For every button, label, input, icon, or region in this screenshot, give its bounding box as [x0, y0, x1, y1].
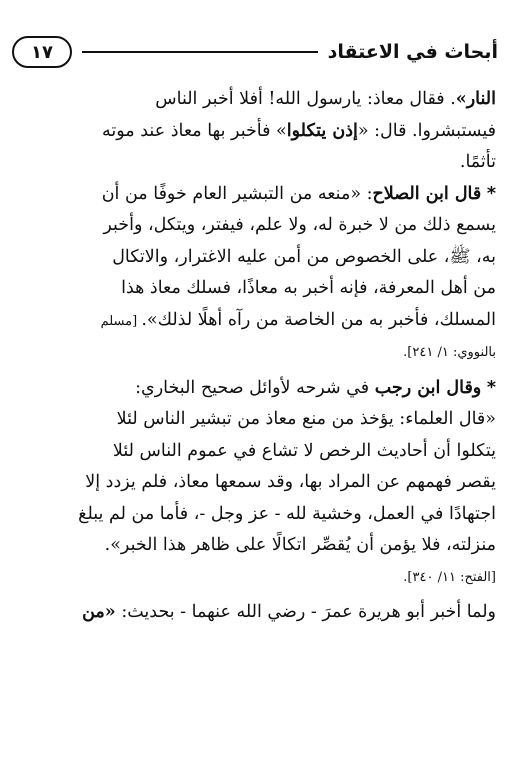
bold-quote: «من: [82, 602, 116, 622]
text-run: : «منعه من التبشير العام خوفًا من أن: [101, 183, 373, 204]
text-line: [18, 373, 496, 405]
text-line: اجتهادًا في العمل، وخشية لله - عز وجل -، فأما من لم يبلغ: [78, 503, 496, 524]
text-line: من أهل المعرفة، فإنه أخبر به معاذًا، فسلك معاذ هذا: [121, 278, 496, 298]
text-line: [18, 116, 496, 148]
bold-quote: إذن يتكلوا: [286, 120, 358, 141]
text-line: يقصر فهمهم عن المراد بها، وقد سمعها معاذ، فلم يزدد إلا: [85, 472, 496, 492]
page-body: [18, 84, 496, 629]
text-line: [18, 84, 496, 116]
header-rule: [82, 51, 318, 53]
text-run: . فقال معاذ: يارسول الله! أفلا أخبر الناس: [155, 89, 456, 109]
speaker-name: وقال ابن رجب: [374, 377, 482, 398]
page-header: [12, 30, 498, 74]
citation: [مسلم: [100, 313, 142, 329]
text-line: منزلته، فلا يؤمن أن يُقصِّر اتكالًا على ظاهر هذا الخبر».: [104, 535, 496, 555]
citation-line: بالنووي: ١/ ٢٤١].: [403, 345, 496, 360]
text-line: يتكلوا أن أحاديث الرخص لا تشاع في عموم الناس لئلا: [112, 440, 496, 461]
speaker-name: قال ابن الصلاح: [372, 183, 482, 204]
paragraph-abu-hurairah: [18, 597, 496, 629]
text-line: [18, 597, 496, 629]
text-run: في شرحه لأوائل صحيح البخاري:: [135, 377, 375, 398]
paragraph-hadith-end: [18, 84, 496, 179]
text-line: يسمع ذلك من لا خبرة له، ولا علم، فيفتر، ويتكل، وأخبر: [103, 215, 496, 235]
paragraph-ibn-salah: [18, 179, 496, 369]
bold-quote: النار»: [455, 89, 496, 109]
page-number: ١٧: [12, 36, 72, 68]
text-line: [18, 179, 496, 211]
text-line: به، ﷺ، على الخصوص من أمن عليه الاغترار، والاتكال: [112, 246, 496, 267]
text-line: [18, 305, 496, 338]
running-title: أبحاث في الاعتقاد: [327, 41, 498, 63]
text-run: المسلك، فأخبر به من الخاصة من رآه أهلًا لذلك».: [141, 309, 496, 330]
text-run: » فأخبر بها معاذ عند موته: [102, 120, 287, 141]
paragraph-ibn-rajab: [18, 373, 496, 594]
star-marker-icon: *: [486, 377, 496, 398]
text-run: فيستبشروا. قال: «: [357, 120, 496, 141]
citation-line: [الفتح: ١١/ ٣٤٠].: [403, 569, 496, 585]
text-line: «قال العلماء: يؤخذ من منع معاذ من تبشير الناس لئلا: [116, 409, 496, 429]
star-marker-icon: *: [486, 183, 496, 204]
text-run: ولما أخبر أبو هريرة عمرَ - رضي الله عنهما - بحديث:: [115, 602, 496, 622]
text-line: تأثمًا.: [459, 152, 496, 172]
